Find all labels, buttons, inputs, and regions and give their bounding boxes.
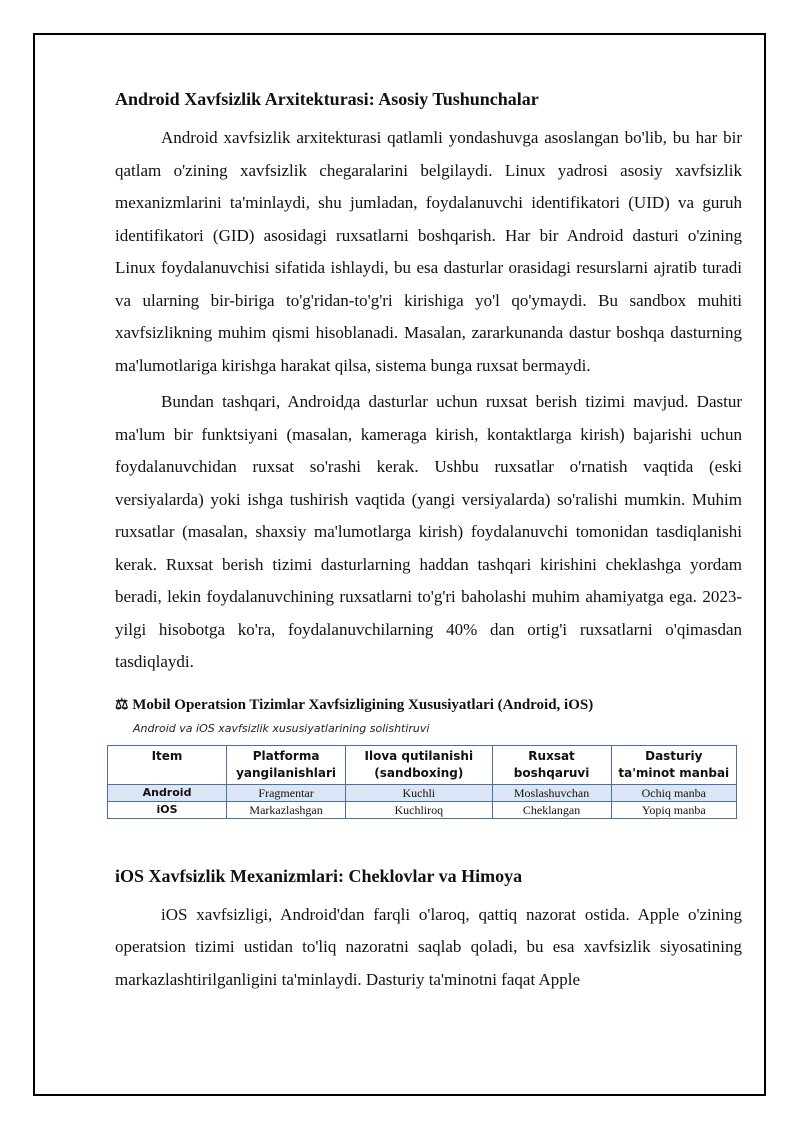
column-header: Ilova qutilanishi (sandboxing) (346, 745, 492, 784)
table-cell: iOS (108, 801, 227, 818)
paragraph: Android xavfsizlik arxitekturasi qatlamli yondashuvga asoslangan bo'lib, bu har bir qatlam o'zining xavfsizlik chegaralarini belgilaydi. Linux yadrosi asosiy xavfsizlik mexanizmlarini ta'minlaydi, shu jumladan, foydalanuvchi identifikatori (UID) va guruh identifikatori (GID) asosidagi ruxsatlarni boshqarish. Har bir Android dasturi o'zining Linux foydalanuvchisi sifatida ishlaydi, bu esa dasturlar orasidagi resurslarni ajratib turadi va ularning bir-biriga to'g'ridan-to'g'ri kirishiga yo'l qo'ymaydi. Bu sandbox muhiti xavfsizlikning muhim qismi hisoblanadi. Masalan, zararkunanda dastur boshqa dasturning ma'lumotlariga kirishga harakat qilsa, sistema bunga ruxsat bermaydi. (115, 128, 742, 375)
column-header: Item (108, 745, 227, 784)
table-row (108, 784, 737, 801)
table-cell: Kuchli (346, 784, 492, 801)
table-cell: Yopiq manba (611, 801, 736, 818)
table-cell: Moslashuvchan (492, 784, 611, 801)
table-cell: Fragmentar (227, 784, 346, 801)
paragraph: iOS xavfsizligi, Android'dan farqli o'laroq, qattiq nazorat ostida. Apple o'zining operatsion tizimi ustidan to'liq nazoratni saqlab qoladi, bu esa xavfsizlik siyosatining markazlashtirilganligini ta'minlaydi. Dasturiy ta'minotni faqat Apple (115, 904, 742, 989)
paragraph: Bundan tashqari, Androidда dasturlar uchun ruxsat berish tizimi mavjud. Dastur ma'lum bir funktsiyani (masalan, kameraga kirish, kontaktlarga kirish) bajarishi uchun foydalanuvchidan ruxsat so'rashi kerak. Ushbu ruxsatlar o'rnatish vaqtida (eski versiyalarda) yoki ishga tushirish vaqtida (yangi versiyalarda) so'ralishi mumkin. Muhim ruxsatlar (masalan, shaxsiy ma'lumotlarga kirish) foydalanuvchi tomonidan tasdiqlanishi kerak. Ruxsat berish tizimi dasturlarning haddan tashqari kirishini cheklashga yordam beradi, lekin foydalanuvchining ruxsatlarni to'g'ri baholashi muhim ahamiyatga ega. 2023-yilgi hisobotga ko'ra, foydalanuvchilarning 40% dan ortig'i ruxsatlarni o'qimasdan tasdiqlaydi. (115, 392, 742, 671)
section-heading-ios: iOS Xavfsizlik Mexanizmlari: Cheklovlar va Himoya (115, 865, 523, 886)
column-header: Platforma yangilanishlari (227, 745, 346, 784)
column-header: Dasturiy ta'minot manbai (611, 745, 736, 784)
table-cell: Kuchliroq (346, 801, 492, 818)
table-title: ⚖ Mobil Operatsion Tizimlar Xavfsizligining Xususiyatlari (Android, iOS) (115, 696, 594, 713)
document-body (115, 86, 742, 996)
section-heading-android: Android Xavfsizlik Arxitekturasi: Asosiy Tushunchalar (115, 89, 539, 109)
table-cell: Android (108, 784, 227, 801)
table-subtitle: Android va iOS xavfsizlik xususiyatlarining solishtiruvi (133, 721, 430, 735)
table-header-row (108, 745, 737, 784)
column-header: Ruxsat boshqaruvi (492, 745, 611, 784)
table-row (108, 801, 737, 818)
table-cell: Markazlashgan (227, 801, 346, 818)
comparison-table (107, 745, 737, 819)
table-cell: Ochiq manba (611, 784, 736, 801)
table-cell: Cheklangan (492, 801, 611, 818)
